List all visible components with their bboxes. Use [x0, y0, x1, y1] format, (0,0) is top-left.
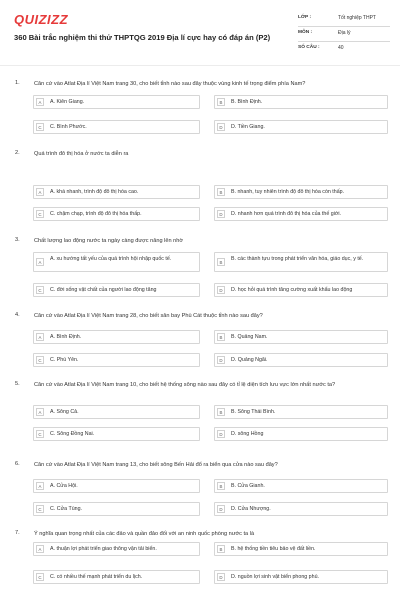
- option-text: C. Sông Đồng Nai.: [50, 431, 95, 437]
- answer-option-c[interactable]: [33, 120, 200, 134]
- answer-option-c[interactable]: [33, 427, 200, 441]
- answer-option-c[interactable]: [33, 283, 200, 297]
- answer-option-a[interactable]: [33, 405, 200, 419]
- question-number: 4.: [15, 312, 20, 318]
- option-letter: C: [36, 505, 44, 513]
- option-text: D. Cửa Nhượng.: [231, 506, 271, 512]
- answer-option-a[interactable]: [33, 479, 200, 493]
- question-text: Căn cứ vào Atlat Địa lí Việt Nam trang 13, cho biết sông Bến Hải đổ ra biển qua cửa nào sau đây?: [34, 462, 278, 468]
- answer-option-a[interactable]: [33, 95, 200, 109]
- question-text: Căn cứ vào Atlat Địa lí Việt Nam trang 28, cho biết sân bay Phù Cát thuộc tỉnh nào sau đây?: [34, 313, 263, 319]
- option-text: D. sông Hồng: [231, 431, 264, 437]
- option-letter: B: [217, 545, 225, 553]
- option-text: B. nhanh, tuy nhiên trình độ đô thị hóa còn thấp.: [231, 189, 345, 195]
- meta-label: MÔN :: [298, 30, 313, 35]
- answer-option-d[interactable]: [214, 427, 388, 441]
- option-letter: B: [217, 482, 225, 490]
- option-text: B. hệ thống tiền tiêu bảo vệ đất liền.: [231, 546, 316, 552]
- option-letter: A: [36, 333, 44, 341]
- worksheet-header: [0, 0, 400, 62]
- answer-option-b[interactable]: [214, 252, 388, 272]
- option-text: D. nguồn lợi sinh vật biển phong phú.: [231, 574, 319, 580]
- worksheet-meta: [298, 12, 390, 57]
- answer-option-c[interactable]: [33, 570, 200, 584]
- option-letter: B: [217, 98, 225, 106]
- answer-option-b[interactable]: [214, 330, 388, 344]
- meta-row-count: [298, 42, 390, 57]
- option-text: B. Sông Thái Bình.: [231, 409, 276, 415]
- option-text: A. Kiên Giang.: [50, 99, 85, 105]
- option-text: C. đời sống vật chất của người lao động tăng: [50, 287, 157, 293]
- option-letter: C: [36, 356, 44, 364]
- option-letter: C: [36, 210, 44, 218]
- option-letter: A: [36, 482, 44, 490]
- answer-option-c[interactable]: [33, 502, 200, 516]
- option-letter: B: [217, 333, 225, 341]
- answer-option-c[interactable]: [33, 207, 200, 221]
- option-letter: C: [36, 123, 44, 131]
- answer-option-a[interactable]: [33, 542, 200, 556]
- option-text: D. nhanh hơn quá trình đô thị hóa của thế giới.: [231, 211, 342, 217]
- option-text: A. Bình Định.: [50, 334, 82, 340]
- option-letter: A: [36, 258, 44, 266]
- answer-option-a[interactable]: [33, 330, 200, 344]
- meta-value: 40: [338, 45, 344, 51]
- meta-value: Địa lý: [338, 30, 351, 36]
- option-text: A. Cửa Hội.: [50, 483, 78, 489]
- option-text: C. có nhiều thế mạnh phát triển du lịch.: [50, 574, 143, 580]
- question-text: Căn cứ vào Atlat Địa lí Việt Nam trang 10, cho biết hệ thống sông nào sau đây có tỉ lệ diện tích lưu vực lớn nhất nước ta?: [34, 382, 336, 388]
- option-letter: D: [217, 430, 225, 438]
- question-text: Chất lượng lao động nước ta ngày càng được nâng lên nhờ: [34, 238, 184, 244]
- worksheet-title: 360 Bài trắc nghiệm thi thử THPTQG 2019 Địa lí cực hay có đáp án (P2): [14, 33, 271, 42]
- option-text: C. Cửa Tùng.: [50, 506, 83, 512]
- meta-row-subject: [298, 27, 390, 42]
- option-letter: A: [36, 408, 44, 416]
- option-text: B. các thành tựu trong phát triển văn hóa, giáo dục, y tế.: [231, 256, 364, 262]
- header-divider: [0, 65, 400, 66]
- answer-option-d[interactable]: [214, 570, 388, 584]
- option-letter: D: [217, 286, 225, 294]
- answer-option-d[interactable]: [214, 207, 388, 221]
- answer-option-b[interactable]: [214, 479, 388, 493]
- question-number: 6.: [15, 461, 20, 467]
- answer-option-d[interactable]: [214, 353, 388, 367]
- option-text: A. Sông Cả.: [50, 409, 79, 415]
- answer-option-b[interactable]: [214, 542, 388, 556]
- option-letter: B: [217, 188, 225, 196]
- meta-row-class: [298, 12, 390, 27]
- meta-label: LỚP :: [298, 15, 312, 20]
- question-number: 1.: [15, 80, 20, 86]
- answer-option-d[interactable]: [214, 502, 388, 516]
- option-letter: D: [217, 210, 225, 218]
- question-number: 2.: [15, 150, 20, 156]
- option-letter: D: [217, 573, 225, 581]
- option-letter: B: [217, 258, 225, 266]
- answer-option-a[interactable]: [33, 252, 200, 272]
- option-text: D. Tiền Giang.: [231, 124, 265, 130]
- option-text: B. Bình Định.: [231, 99, 263, 105]
- option-letter: A: [36, 188, 44, 196]
- question-text: Quá trình đô thị hóa ở nước ta diễn ra: [34, 151, 129, 157]
- option-letter: A: [36, 98, 44, 106]
- option-text: B. Cửa Gianh.: [231, 483, 265, 489]
- meta-label: SỐ CÂU :: [298, 45, 320, 50]
- option-text: A. thuận lợi phát triển giao thông vận tải biển.: [50, 546, 157, 552]
- question-number: 3.: [15, 237, 20, 243]
- option-text: A. khá nhanh, trình độ đô thị hóa cao.: [50, 189, 139, 195]
- answer-option-c[interactable]: [33, 353, 200, 367]
- answer-option-b[interactable]: [214, 95, 388, 109]
- question-text: Ý nghĩa quan trọng nhất của các đảo và quần đảo đối với an ninh quốc phòng nước ta là: [34, 531, 255, 537]
- option-text: C. Phú Yên.: [50, 357, 79, 363]
- option-text: C. Bình Phước.: [50, 124, 87, 130]
- option-letter: B: [217, 408, 225, 416]
- question-text: Căn cứ vào Atlat Địa lí Việt Nam trang 30, cho biết tỉnh nào sau đây thuộc vùng kinh tế trọng điểm phía Nam?: [34, 81, 306, 87]
- option-letter: C: [36, 286, 44, 294]
- option-text: A. xu hướng tất yếu của quá trình hội nhập quốc tế.: [50, 256, 172, 262]
- answer-option-b[interactable]: [214, 405, 388, 419]
- option-letter: D: [217, 356, 225, 364]
- option-text: B. Quảng Nam.: [231, 334, 268, 340]
- answer-option-d[interactable]: [214, 283, 388, 297]
- question-number: 7.: [15, 530, 20, 536]
- option-text: D. học hỏi quá trình tăng cường xuất khẩu lao động: [231, 287, 353, 293]
- option-text: D. Quảng Ngãi.: [231, 357, 268, 363]
- quizizz-logo: QUIZIZZ: [14, 12, 69, 27]
- option-letter: D: [217, 505, 225, 513]
- answer-option-d[interactable]: [214, 120, 388, 134]
- meta-value: Tốt nghiệp THPT: [338, 15, 376, 21]
- option-letter: C: [36, 573, 44, 581]
- question-number: 5.: [15, 381, 20, 387]
- option-letter: D: [217, 123, 225, 131]
- option-letter: A: [36, 545, 44, 553]
- option-text: C. chậm chạp, trình độ đô thị hóa thấp.: [50, 211, 142, 217]
- answer-option-b[interactable]: [214, 185, 388, 199]
- option-letter: C: [36, 430, 44, 438]
- answer-option-a[interactable]: [33, 185, 200, 199]
